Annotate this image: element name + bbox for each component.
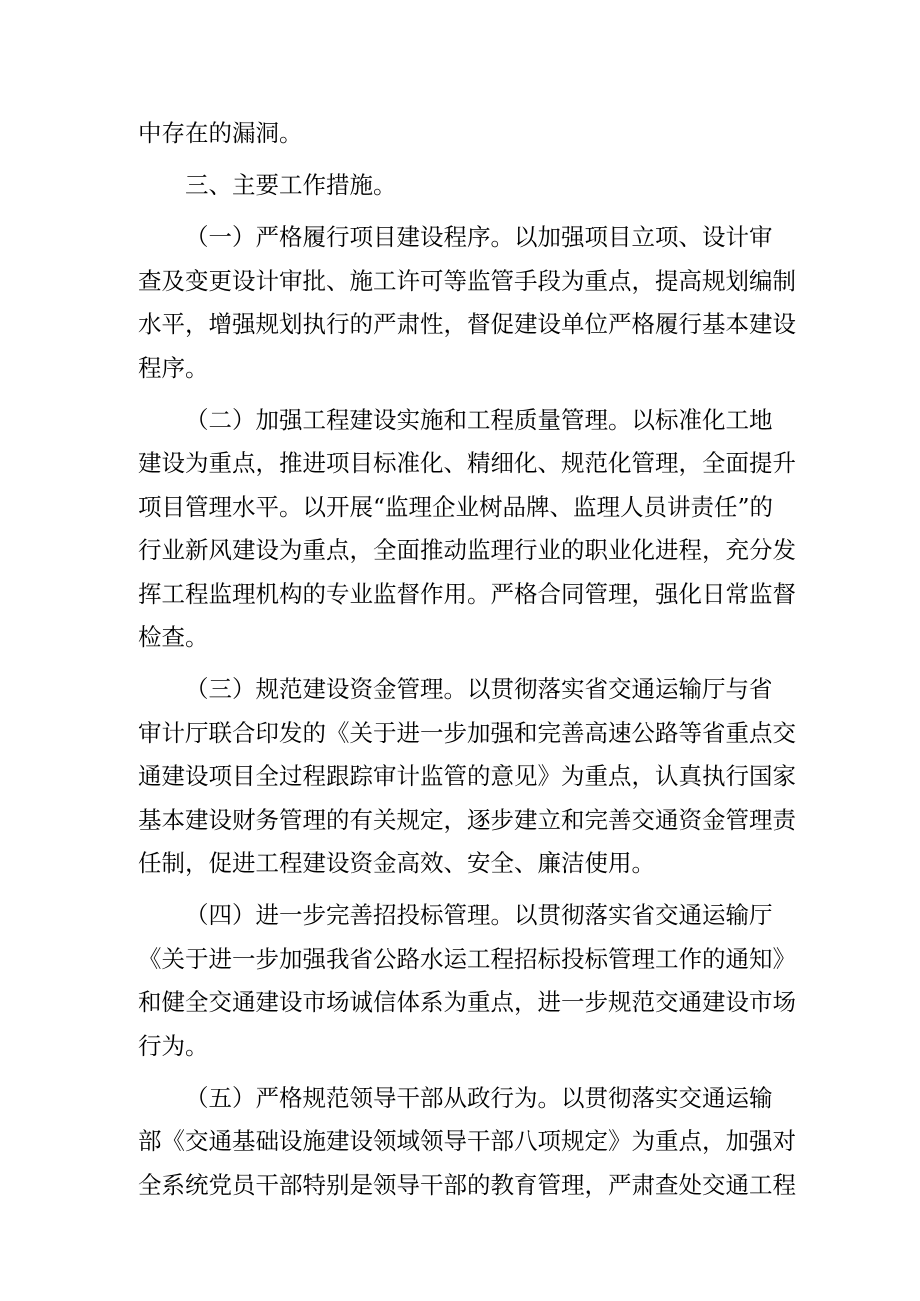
text-line: 部《交通基础设施建设领域领导干部八项规定》为重点，加强对 xyxy=(138,1127,796,1155)
text-line: 全系统党员干部特别是领导干部的教育管理，严肃查处交通工程 xyxy=(138,1170,796,1199)
text-line: 基本建设财务管理的有关规定，逐步建立和完善交通资金管理责 xyxy=(138,805,796,834)
text-line: （一）严格履行项目建设程序。以加强项目立项、设计审 xyxy=(185,223,773,251)
text-line: 行为。 xyxy=(138,1031,209,1060)
text-line: 审计厅联合印发的《关于进一步加强和完善高速公路等省重点交 xyxy=(138,718,796,747)
paragraph xyxy=(138,399,796,660)
text-line: （五）严格规范领导干部从政行为。以贯彻落实交通运输 xyxy=(185,1083,773,1112)
text-line: 《关于进一步加强我省公路水运工程招标投标管理工作的通知》 xyxy=(138,944,796,973)
text-line: 行业新风建设为重点，全面推动监理行业的职业化进程，充分发 xyxy=(138,536,796,564)
text-line: 三、主要工作措施。 xyxy=(185,171,397,199)
text-line: （四）进一步完善招投标管理。以贯彻落实省交通运输厅 xyxy=(185,901,773,929)
section-heading xyxy=(138,164,788,208)
text-line: （三）规范建设资金管理。以贯彻落实省交通运输厅与省 xyxy=(185,675,773,703)
document-body xyxy=(138,112,796,1207)
text-line: 水平，增强规划执行的严肃性，督促建设单位严格履行基本建设 xyxy=(138,310,796,338)
text-line: 建设为重点，推进项目标准化、精细化、规范化管理，全面提升 xyxy=(138,449,796,477)
text-line: 程序。 xyxy=(138,353,209,382)
text-line: 和健全交通建设市场诚信体系为重点，进一步规范交通建设市场 xyxy=(138,988,796,1016)
text-line: 查及变更设计审批、施工许可等监管手段为重点，提高规划编制 xyxy=(138,266,796,295)
text-line: 检查。 xyxy=(138,623,209,651)
paragraph xyxy=(138,1077,796,1208)
paragraph xyxy=(138,668,796,886)
text-line: （二）加强工程建设实施和工程质量管理。以标准化工地 xyxy=(185,405,773,434)
paragraph xyxy=(138,894,796,1068)
text-line: 项目管理水平。以开展“监理企业树品牌、监理人员讲责任”的 xyxy=(138,492,774,521)
paragraph xyxy=(138,112,788,156)
text-line: 挥工程监理机构的专业监督作用。严格合同管理，强化日常监督 xyxy=(138,579,796,608)
text-line: 通建设项目全过程跟踪审计监管的意见》为重点，认真执行国家 xyxy=(138,762,796,790)
paragraph xyxy=(138,216,796,390)
text-line: 任制，促进工程建设资金高效、安全、廉洁使用。 xyxy=(138,849,655,877)
text-line: 中存在的漏洞。 xyxy=(138,119,303,147)
